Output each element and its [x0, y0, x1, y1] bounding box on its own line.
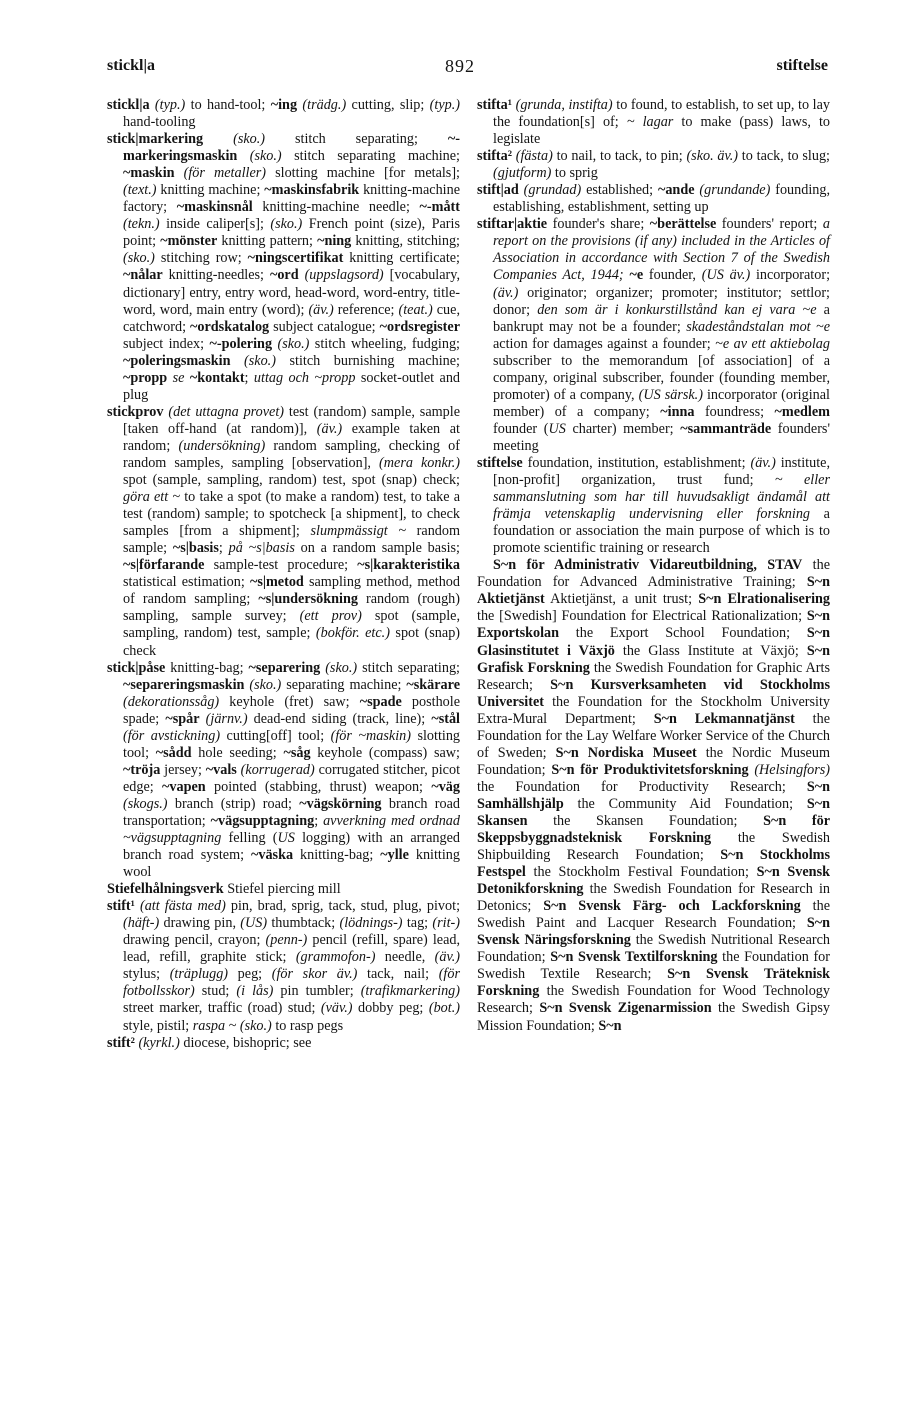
dictionary-entry: stickprov (det uttagna provet) test (random) sample, sample [taken off-hand (at random)], (äv.) example taken at random; (undersökning) random sampling, checking of random samples, sampling [observation], (mera konkr.) spot (sample, sampling, random) test, spot (snap) check; göra ett ~ to take a spot (to make a random) test, to take a test (random) sample; to spotcheck [a shipment], to check samples [from a shipment]; slumpmässigt ~ random sample; ~s|basis; på ~s|basis on a random sample basis; ~s|förfarande sample-test procedure; ~s|karakteristika statistical estimation; ~s|metod sampling method, method of random sampling; ~s|undersökning random (rough) sampling, sample survey; (ett prov) spot (sample, sampling, random) test, sample; (bokför. etc.) spot (snap) check [107, 403, 461, 659]
left-column [107, 97, 460, 1052]
dictionary-entry: stiftar|aktie founder's share; ~berättelse founders' report; a report on the provisions (if any) included in the Articles of Association in accordance with Section 7 of the Swedish Companies Act, 1944; ~e founder, (US äv.) incorporator; (äv.) originator; organizer; promoter; institutor; settlor; donor; den som är i konkurstillstånd kan ej vara ~e a bankrupt may not be a founder; skadeståndstalan mot ~e action for damages against a founder; ~e av ett aktiebolag subscriber to the memorandum [of association] of a company, original subscriber, founder (founding member, promoter) of a company, (US särsk.) incorporator (original member) of a company; ~inna foundress; ~medlem founder (US charter) member; ~sammanträde founders' meeting [477, 216, 831, 454]
dictionary-entry: stickl|a (typ.) to hand-tool; ~ing (trädg.) cutting, slip; (typ.) hand-tooling [107, 97, 461, 131]
dictionary-entry: Stiefelhålningsverk Stiefel piercing mill [107, 881, 341, 898]
right-column [477, 97, 830, 1035]
page-number: 892 [445, 56, 475, 76]
running-head-right: stiftelse [776, 57, 828, 74]
dictionary-entry: stift¹ (att fästa med) pin, brad, sprig, tack, stud, plug, pivot; (häft-) drawing pin, (US) thumbtack; (lödnings-) tag; (rit-) drawing pencil, crayon; (penn-) pencil (refill, spare) lead, lead, refill, graphite stick; (grammofon-) needle, (äv.) stylus; (träplugg) peg; (för skor äv.) tack, nail; (för fotbollsskor) stud; (i lås) pin tumbler; (trafikmarkering) street marker, traffic (road) stud; (väv.) dobby peg; (bot.) style, pistil; raspa ~ (sko.) to rasp pegs [107, 898, 461, 1034]
foundation-names-paragraph: S~n för Administrativ Vidareutbildning, STAV the Foundation for Advanced Administrative Training; S~n Aktietjänst Aktietjänst, a unit trust; S~n Elrationalisering the [Swedish] Foundation for Electrical Rationalization; S~n Exportskolan the Export School Foundation; S~n Glasinstitutet i Växjö the Glass Institute at Växjö; S~n Grafisk Forskning the Swedish Foundation for Graphic Arts Research; S~n Kursverksamheten vid Stockholms Universitet the Foundation for the Stockholm University Extra-Mural Department; S~n Lekmannatjänst the Foundation for the Lay Welfare Worker Service of the Church of Sweden; S~n Nordiska Museet the Nordic Museum Foundation; S~n för Produktivitetsforskning (Helsingfors) the Foundation for Productivity Research; S~n Samhällshjälp the Community Aid Foundation; S~n Skansen the Skansen Foundation; S~n för Skeppsbyggnadsteknisk Forskning the Swedish Shipbuilding Research Foundation; S~n Stockholms Festspel the Stockholm Festival Foundation; S~n Svensk Detonikforskning the Swedish Foundation for Research in Detonics; S~n Svensk Färg- och Lackforskning the Swedish Paint and Lacquer Research Foundation; S~n Svensk Näringsforskning the Swedish Nutritional Research Foundation; S~n Svensk Textilforskning the Foundation for Swedish Textile Research; S~n Svensk Träteknisk Forskning the Swedish Foundation for Wood Technology Research; S~n Svensk Zigenarmission the Swedish Gipsy Mission Foundation; S~n [477, 557, 831, 1034]
dictionary-entry: stick|markering (sko.) stitch separating; ~-markeringsmaskin (sko.) stitch separating machine; ~maskin (för metaller) slotting machine [for metals]; (text.) knitting machine; ~maskinsfabrik knitting-machine factory; ~maskinsnål knitting-machine needle; ~-mått (tekn.) inside caliper[s]; (sko.) French point (size), Paris point; ~mönster knitting pattern; ~ning knitting, stitching; (sko.) stitching row; ~ningscertifikat knitting certificate; ~nålar knitting-needles; ~ord (uppslagsord) [vocabulary, dictionary] entry, entry word, head-word, word-entry, title-word, word, main entry (word); (äv.) reference; (teat.) cue, catchword; ~ordskatalog subject catalogue; ~ordsregister subject index; ~-polering (sko.) stitch wheeling, fudging; ~poleringsmaskin (sko.) stitch burnishing machine; ~propp se ~kontakt; uttag och ~propp socket-outlet and plug [107, 131, 461, 403]
running-head-left: stickl|a [107, 57, 155, 74]
dictionary-entry: stick|påse knitting-bag; ~separering (sko.) stitch separating; ~separeringsmaskin (sko.) separating machine; ~skärare (dekorationssåg) keyhole (fret) saw; ~spade posthole spade; ~spår (järnv.) dead-end siding (track, line); ~stål (för avstickning) cutting[off] tool; (för ~maskin) slotting tool; ~sådd hole seeding; ~såg keyhole (compass) saw; ~tröja jersey; ~vals (korrugerad) corrugated stitcher, picot edge; ~vapen pointed (stabbing, thrust) weapon; ~väg (skogs.) branch (strip) road; ~vägskörning branch road transportation; ~vägsupptagning; avverkning med ordnad ~vägsupptagning felling (US logging) with an arranged branch road system; ~väska knitting-bag; ~ylle knitting wool [107, 659, 461, 881]
dictionary-entry: stifta² (fästa) to nail, to tack, to pin; (sko. äv.) to tack, to slug; (gjutform) to sprig [477, 148, 830, 182]
dictionary-entry: stift² (kyrkl.) diocese, bishopric; see [107, 1034, 312, 1051]
dictionary-entry: stift|ad (grundad) established; ~ande (grundande) founding, establishing, establishment, setting up [477, 182, 831, 216]
dictionary-entry: stiftelse foundation, institution, establishment; (äv.) institute, [non-profit] organization, trust fund; ~ eller sammanslutning som har till huvudsakligt ändamål att främja vetenskaplig undervisning eller forskning a foundation or association the main purpose of which is to promote scientific training or research [477, 454, 830, 557]
dictionary-entry: stifta¹ (grunda, instifta) to found, to establish, to set up, to lay the foundation[s] of; ~ lagar to make (pass) laws, to legislate [477, 97, 831, 148]
